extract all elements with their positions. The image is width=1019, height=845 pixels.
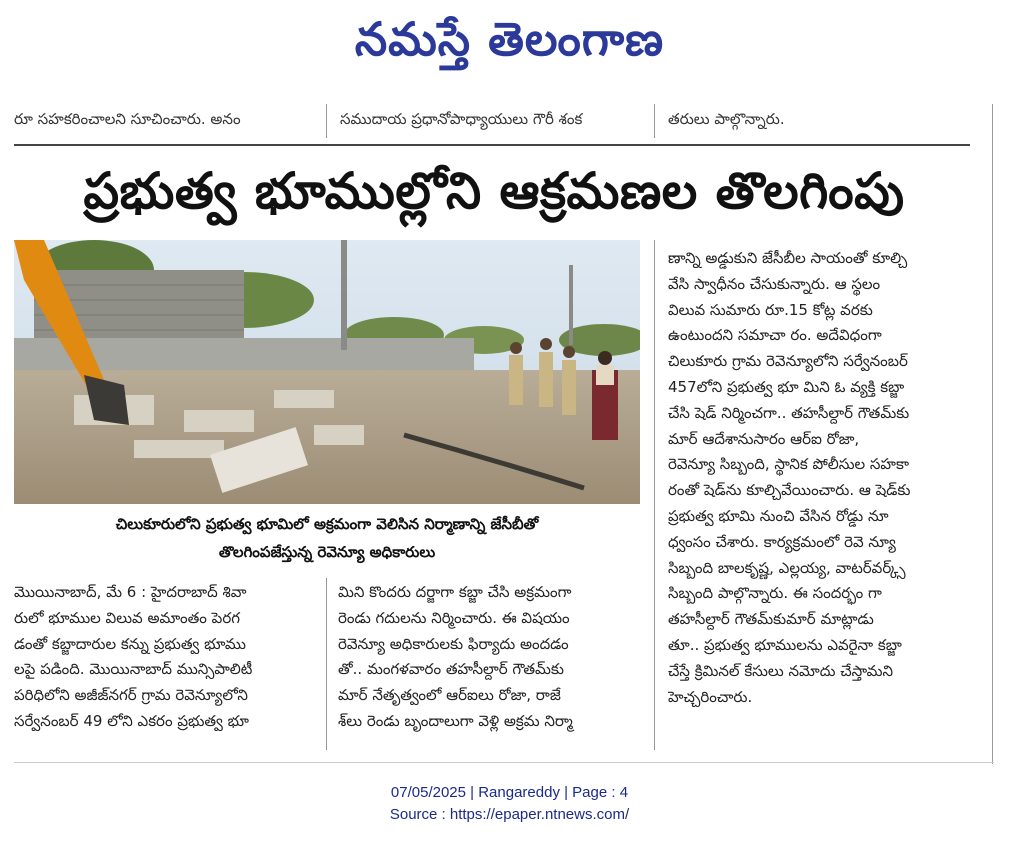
- newspaper-masthead: [0, 6, 1019, 72]
- column-line: తూ.. ప్రభుత్వ భూములను ఎవరైనా కబ్జా: [668, 635, 902, 654]
- article-column-1: [14, 580, 320, 735]
- column-line: వేసి స్వాధీనం చేసుకున్నారు. ఆ స్థలం: [668, 274, 881, 293]
- column-divider: [654, 104, 655, 138]
- masthead-title: నమస్తే తెలంగాణ: [354, 12, 665, 66]
- column-line: లపై పడింది. మొయినాబాద్ మున్సిపాలిటీ: [14, 660, 253, 679]
- bottom-rule: [14, 762, 994, 763]
- column-line: చేసి షెడ్ నిర్మించగా.. తహసీల్దార్ గౌతమ్‌కు: [668, 403, 910, 422]
- column-divider: [326, 578, 327, 750]
- edition-footer: [0, 782, 1019, 826]
- column-line: సిబ్బంది పాల్గొన్నారు. ఈ సందర్భం గా: [668, 584, 882, 603]
- source-link[interactable]: Source : https://epaper.ntnews.com/: [389, 806, 630, 823]
- demolition-photo-illustration: [14, 240, 640, 504]
- page-edge-rule: [992, 104, 993, 764]
- column-line: సిబ్బంది బాలకృష్ణ, ఎల్లయ్య, వాటర్‌వర్క్స్: [668, 558, 906, 577]
- column-divider: [326, 104, 327, 138]
- caption-line-2: తొలగింపజేస్తున్న రెవెన్యూ అధికారులు: [218, 543, 436, 561]
- column-line: తహసీల్దార్ గౌతమ్‌కుమార్ మాట్లాడు: [668, 610, 874, 629]
- article-column-3: [668, 246, 988, 710]
- article-column-2: [338, 580, 648, 735]
- previous-article-line-3: తరులు పాల్గొన్నారు.: [668, 110, 785, 128]
- column-line: మార్ ఆదేశానుసారం ఆర్‌ఐ రోజా,: [668, 429, 860, 448]
- caption-line-1: చిలుకూరులోని ప్రభుత్వ భూమిలో అక్రమంగా వెలిసిన నిర్మాణాన్ని జేసీబీతో: [115, 515, 539, 533]
- column-line: హెచ్చరించారు.: [668, 687, 753, 706]
- column-divider: [654, 240, 655, 750]
- edition-info: 07/05/2025 | Rangareddy | Page : 4: [390, 784, 629, 801]
- column-line: మార్ నేతృత్వంలో ఆర్‌ఐలు రోజా, రాజే: [338, 686, 561, 705]
- previous-article-line-2: సముదాయ ప్రధానోపాధ్యాయులు గౌరీ శంక: [340, 110, 583, 128]
- column-line: తో.. మంగళవారం తహసీల్దార్ గౌతమ్‌కు: [338, 660, 564, 679]
- column-line: రెండు గదులను నిర్మించారు. ఈ విషయం: [338, 608, 570, 627]
- column-line: ణాన్ని అడ్డుకుని జేసీబీల సాయంతో కూల్చి: [668, 249, 908, 267]
- column-line: ధ్వంసం చేశారు. కార్యక్రమంలో రెవె న్యూ: [668, 532, 896, 551]
- article-headline: ప్రభుత్వ భూముల్లోని ఆక్రమణల తొలగింపు: [83, 162, 905, 220]
- column-line: మొయినాబాద్, మే 6 : హైదరాబాద్ శివా: [14, 583, 247, 601]
- column-line: ప్రభుత్వ భూమి నుంచి వేసిన రోడ్డు నూ: [668, 506, 889, 525]
- previous-article-line-1: రూ సహకరించాలని సూచించారు. అనం: [14, 110, 241, 128]
- article-photo: [14, 240, 640, 504]
- column-line: పరిధిలోని అజీజ్‌నగర్ గ్రామ రెవెన్యూలోని: [14, 686, 248, 705]
- section-rule: [14, 144, 970, 146]
- column-line: 457లోని ప్రభుత్వ భూ మిని ఓ వ్యక్తి కబ్జా: [668, 377, 905, 396]
- photo-caption: [14, 510, 640, 572]
- column-line: విలువ సుమారు రూ.15 కోట్ల వరకు: [668, 300, 873, 319]
- column-line: రంతో షెడ్‌ను కూల్చివేయించారు. ఆ షెడ్‌కు: [668, 481, 911, 500]
- column-line: చేస్తే క్రిమినల్ కేసులు నమోదు చేస్తామని: [668, 661, 894, 680]
- column-line: సర్వేనంబర్ 49 లోని ఎకరం ప్రభుత్వ భూ: [14, 711, 249, 730]
- column-line: డంతో కబ్జాదారుల కన్ను ప్రభుత్వ భూము: [14, 634, 246, 653]
- column-line: రులో భూముల విలువ అమాంతం పెరగ: [14, 608, 240, 627]
- column-line: రెవెన్యూ సిబ్బంది, స్థానిక పోలీసుల సహకా: [668, 455, 910, 474]
- column-line: శ్‌లు రెండు బృందాలుగా వెళ్లి అక్రమ నిర్మా: [338, 711, 573, 730]
- column-line: రెవెన్యూ అధికారులకు ఫిర్యాదు అందడం: [338, 634, 569, 653]
- column-line: ఉంటుందని సమాచా రం. అదేవిధంగా: [668, 326, 882, 345]
- column-line: చిలుకూరు గ్రామ రెవెన్యూలోని సర్వేనంబర్: [668, 352, 908, 371]
- column-line: మిని కొందరు దర్జాగా కబ్జా చేసి అక్రమంగా: [338, 583, 572, 601]
